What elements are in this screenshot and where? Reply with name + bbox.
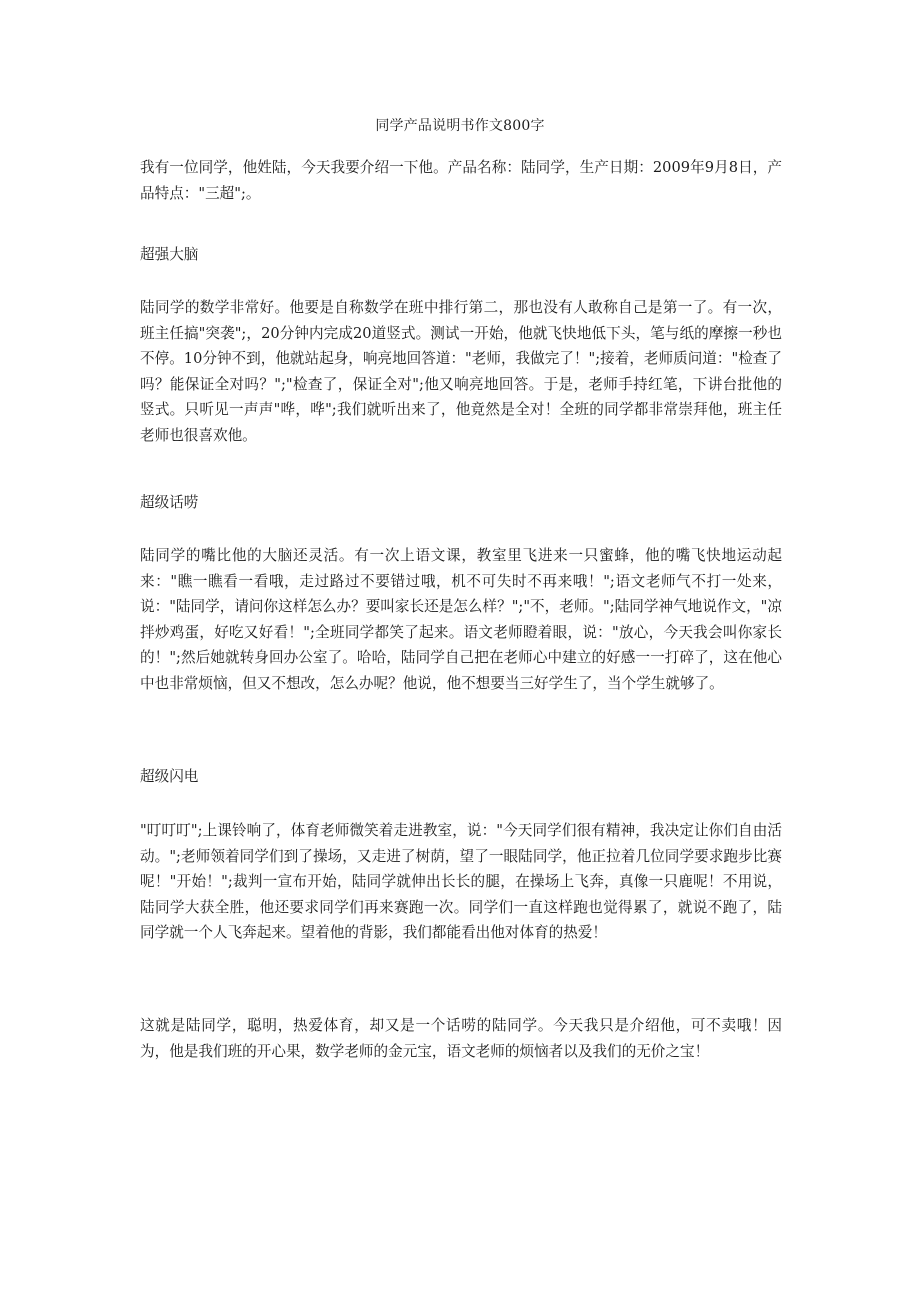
document-title: 同学产品说明书作文800字: [375, 118, 545, 134]
section-body-talker: 陆同学的嘴比他的大脑还灵活。有一次上语文课，教室里飞进来一只蜜蜂，他的嘴飞快地运动起来："瞧一瞧看一看哦，走过路过不要错过哦，机不可失时不再来哦！";语文老师气不打一处来，说："陆同学，请问你这样怎么办？要叫家长还是怎么样？";"不，老师。";陆同学神气地说作文，"凉拌炒鸡蛋，好吃又好看！";全班同学都笑了起来。语文老师瞪着眼，说："放心，今天我会叫你家长的！";然后她就转身回办公室了。哈哈，陆同学自己把在老师心中建立的好感一一打碎了，这在他心中也非常烦恼，但又不想改，怎么办呢？他说，他不想要当三好学生了，当个学生就够了。: [140, 547, 782, 692]
intro-paragraph: 我有一位同学，他姓陆，今天我要介绍一下他。产品名称：陆同学，生产日期：2009年9月8日，产品特点："三超";。: [140, 159, 782, 202]
section-heading-lightning: 超级闪电: [140, 768, 199, 785]
section-body-brain: 陆同学的数学非常好。他要是自称数学在班中排行第二，那也没有人敢称自己是第一了。有一次，班主任搞"突袭";，20分钟内完成20道竖式。测试一开始，他就飞快地低下头，笔与纸的摩擦一秒也不停。10分钟不到，他就站起身，响亮地回答道："老师，我做完了！";接着，老师质问道："检查了吗？能保证全对吗？";"检查了，保证全对";他又响亮地回答。于是，老师手持红笔，下讲台批他的竖式。只听见一声声"哗，哗";我们就听出来了，他竟然是全对！全班的同学都非常崇拜他，班主任老师也很喜欢他。: [140, 299, 782, 444]
section-heading-talker: 超级话唠: [140, 494, 199, 511]
conclusion-paragraph: 这就是陆同学，聪明，热爱体育，却又是一个话唠的陆同学。今天我只是介绍他，可不卖哦！因为，他是我们班的开心果，数学老师的金元宝，语文老师的烦恼者以及我们的无价之宝！: [140, 1017, 782, 1060]
section-heading-brain: 超强大脑: [140, 246, 199, 263]
section-body-lightning: "叮叮叮";上课铃响了，体育老师微笑着走进教室，说："今天同学们很有精神，我决定让你们自由活动。";老师领着同学们到了操场，又走进了树荫，望了一眼陆同学，他正拉着几位同学要求跑步比赛呢！"开始！";裁判一宣布开始，陆同学就伸出长长的腿，在操场上飞奔，真像一只鹿呢！不用说，陆同学大获全胜，他还要求同学们再来赛跑一次。同学们一直这样跑也觉得累了，就说不跑了，陆同学就一个人飞奔起来。望着他的背影，我们都能看出他对体育的热爱！: [140, 822, 782, 942]
